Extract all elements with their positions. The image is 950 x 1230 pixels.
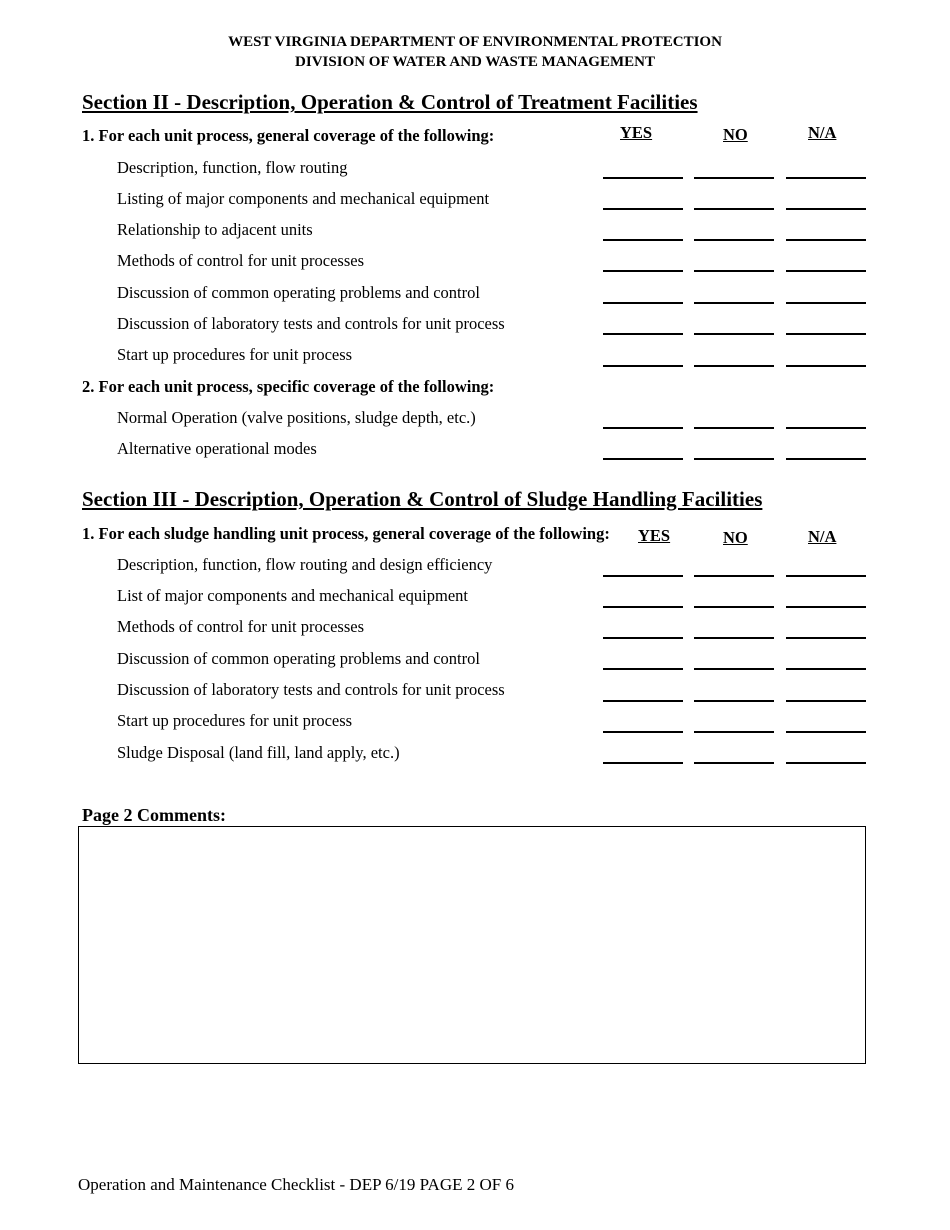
section-2-col-no: NO: [723, 125, 748, 144]
no-answer-blank[interactable]: [694, 270, 774, 272]
no-answer-blank[interactable]: [694, 700, 774, 702]
section-3-title: Section III - Description, Operation & Control of Sludge Handling Facilities: [82, 487, 763, 511]
no-answer-blank[interactable]: [694, 239, 774, 241]
division-name: DIVISION OF WATER AND WASTE MANAGEMENT: [295, 54, 655, 70]
no-answer-blank[interactable]: [694, 762, 774, 764]
na-answer-blank[interactable]: [786, 606, 866, 608]
yes-answer-blank[interactable]: [603, 668, 683, 670]
yes-answer-blank[interactable]: [603, 365, 683, 367]
agency-name: WEST VIRGINIA DEPARTMENT OF ENVIRONMENTAL PROTECTION: [228, 34, 722, 50]
yes-answer-blank[interactable]: [603, 177, 683, 179]
yes-answer-blank[interactable]: [603, 575, 683, 577]
na-answer-blank[interactable]: [786, 208, 866, 210]
no-answer-blank[interactable]: [694, 637, 774, 639]
yes-answer-blank[interactable]: [603, 239, 683, 241]
yes-answer-blank[interactable]: [603, 637, 683, 639]
na-answer-blank[interactable]: [786, 239, 866, 241]
section-3-col-no: NO: [723, 528, 748, 547]
na-answer-blank[interactable]: [786, 365, 866, 367]
section-2-item: Normal Operation (valve positions, sludge depth, etc.): [117, 408, 476, 427]
section-3-question-1: 1. For each sludge handling unit process, general coverage of the following:: [82, 524, 610, 543]
no-answer-blank[interactable]: [694, 208, 774, 210]
yes-answer-blank[interactable]: [603, 762, 683, 764]
na-answer-blank[interactable]: [786, 302, 866, 304]
page-footer: Operation and Maintenance Checklist - DEP 6/19 PAGE 2 OF 6: [78, 1175, 514, 1194]
section-2-item: Start up procedures for unit process: [117, 345, 353, 364]
yes-answer-blank[interactable]: [603, 458, 683, 460]
na-answer-blank[interactable]: [786, 762, 866, 764]
section-3-item: Methods of control for unit processes: [117, 617, 364, 636]
section-3-item: Description, function, flow routing and design efficiency: [117, 555, 493, 574]
section-2-question-2: 2. For each unit process, specific coverage of the following:: [82, 377, 495, 396]
na-answer-blank[interactable]: [786, 637, 866, 639]
section-2-item: Discussion of common operating problems and control: [117, 283, 480, 302]
yes-answer-blank[interactable]: [603, 333, 683, 335]
comments-box[interactable]: [78, 826, 866, 1064]
no-answer-blank[interactable]: [694, 177, 774, 179]
section-2-title: Section II - Description, Operation & Control of Treatment Facilities: [82, 90, 698, 114]
section-3-col-na: N/A: [808, 527, 837, 546]
section-3-item: Sludge Disposal (land fill, land apply, etc.): [117, 743, 400, 762]
yes-answer-blank[interactable]: [603, 731, 683, 733]
no-answer-blank[interactable]: [694, 606, 774, 608]
yes-answer-blank[interactable]: [603, 700, 683, 702]
section-2-item: Description, function, flow routing: [117, 158, 348, 177]
no-answer-blank[interactable]: [694, 365, 774, 367]
section-3-item: Start up procedures for unit process: [117, 711, 353, 730]
na-answer-blank[interactable]: [786, 177, 866, 179]
na-answer-blank[interactable]: [786, 270, 866, 272]
yes-answer-blank[interactable]: [603, 427, 683, 429]
na-answer-blank[interactable]: [786, 700, 866, 702]
na-answer-blank[interactable]: [786, 668, 866, 670]
yes-answer-blank[interactable]: [603, 606, 683, 608]
yes-answer-blank[interactable]: [603, 208, 683, 210]
section-3-item: List of major components and mechanical equipment: [117, 586, 468, 605]
no-answer-blank[interactable]: [694, 668, 774, 670]
na-answer-blank[interactable]: [786, 427, 866, 429]
section-2-item: Relationship to adjacent units: [117, 220, 313, 239]
no-answer-blank[interactable]: [694, 302, 774, 304]
no-answer-blank[interactable]: [694, 731, 774, 733]
section-2-item: Listing of major components and mechanical equipment: [117, 189, 490, 208]
no-answer-blank[interactable]: [694, 458, 774, 460]
section-2-item: Methods of control for unit processes: [117, 251, 364, 270]
section-2-col-na: N/A: [808, 123, 837, 142]
na-answer-blank[interactable]: [786, 731, 866, 733]
na-answer-blank[interactable]: [786, 575, 866, 577]
yes-answer-blank[interactable]: [603, 270, 683, 272]
no-answer-blank[interactable]: [694, 427, 774, 429]
na-answer-blank[interactable]: [786, 333, 866, 335]
section-3-item: Discussion of laboratory tests and controls for unit process: [117, 680, 505, 699]
section-2-item: Alternative operational modes: [117, 439, 317, 458]
section-3-item: Discussion of common operating problems and control: [117, 649, 480, 668]
no-answer-blank[interactable]: [694, 575, 774, 577]
section-2-col-yes: YES: [620, 123, 653, 142]
section-3-col-yes: YES: [638, 526, 671, 545]
section-2-question-1: 1. For each unit process, general coverage of the following:: [82, 126, 495, 145]
no-answer-blank[interactable]: [694, 333, 774, 335]
na-answer-blank[interactable]: [786, 458, 866, 460]
comments-label: Page 2 Comments:: [82, 805, 226, 825]
section-2-item: Discussion of laboratory tests and controls for unit process: [117, 314, 505, 333]
yes-answer-blank[interactable]: [603, 302, 683, 304]
